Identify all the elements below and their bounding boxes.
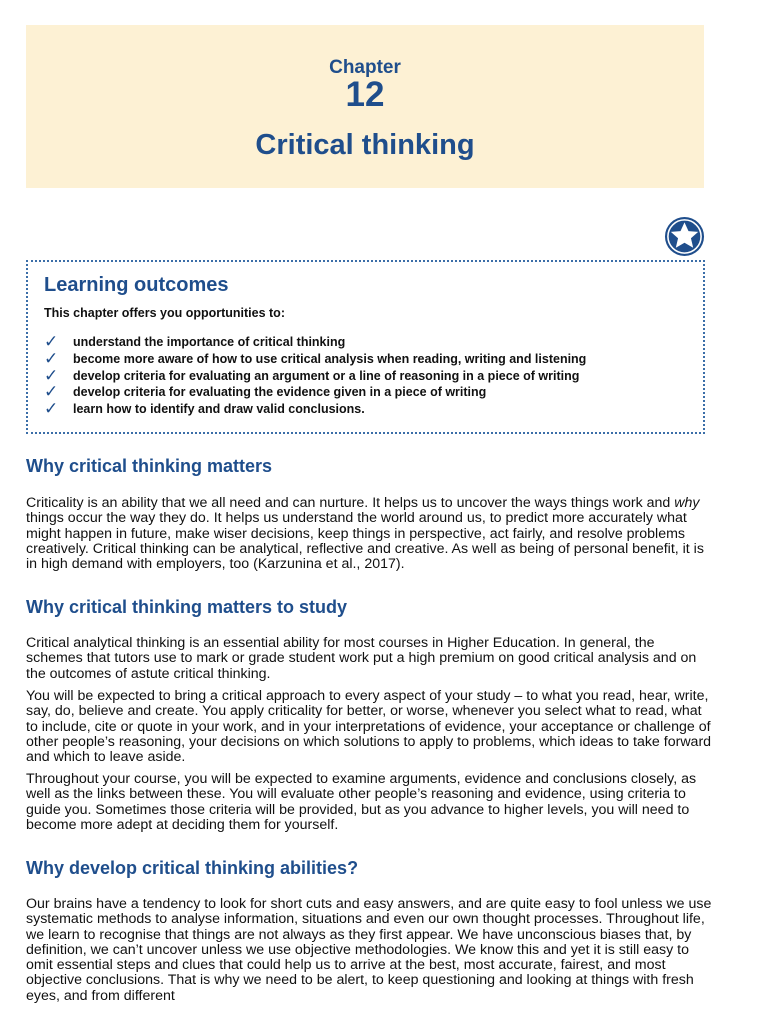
paragraph: Criticality is an ability that we all need and can nurture. It helps us to uncover the ways things work and why things occur the way they do. It helps us understand the world around us, to predict more accurately what might happen in future, make wiser decisions, keep things in perspective, act fairly, and resolve problems creatively. Critical thinking can be analytical, reflective and creative. As well as being of personal benefit, it is in high demand with employers, too (Karzunina et al., 2017).: [26, 495, 704, 573]
list-item: [44, 384, 586, 401]
paragraph: Our brains have a tendency to look for short cuts and easy answers, and are quite easy to fool unless we use systematic methods to analyse information, situations and even our own thought processes. Throughout life, we learn to recognise that things are not always as they first appear. We have unconscious biases that, by definition, we can’t uncover unless we use objective methodologies. We know this and yet it is still easy to omit essential steps and clues that could help us to arrive at the best, most accurate, fairest, and most objective conclusions. That is why we need to be alert, to keep questioning and looking at things with fresh eyes, and from different: [26, 896, 712, 1004]
learning-outcomes-title: Learning outcomes: [44, 274, 229, 296]
checkmark-icon: ✓: [44, 348, 59, 368]
star-icon: [664, 216, 705, 257]
section-heading: Why develop critical thinking abilities?: [26, 858, 359, 878]
learning-outcomes-box: [26, 260, 705, 434]
learning-outcomes-intro: This chapter offers you opportunities to:: [44, 306, 285, 320]
outcome-text: develop criteria for evaluating an argument or a line of reasoning in a piece of writing: [73, 368, 580, 383]
chapter-number: 12: [345, 75, 385, 114]
checkmark-icon: ✓: [44, 332, 59, 351]
paragraph: You will be expected to bring a critical approach to every aspect of your study – to what you read, hear, write, say, do, believe and create. You apply criticality for better, or worse, whenever you select what to read, what to include, cite or quote in your work, and in your interpretations of evidence, your acceptance or challenge of other people’s reasoning, your decisions on which solutions to apply to problems, which ideas to take forward and which to leave aside.: [26, 688, 712, 766]
paragraph: Throughout your course, you will be expected to examine arguments, evidence and conclusions closely, as well as the links between these. You will evaluate other people’s reasoning and evidence, using criteria to guide you. Sometimes those criteria will be provided, but as you advance to higher levels, you will need to become more adept at deciding them for yourself.: [26, 771, 697, 833]
outcome-text: understand the importance of critical thinking: [73, 335, 346, 349]
list-item: [44, 348, 587, 368]
paragraph: Critical analytical thinking is an essential ability for most courses in Higher Education. In general, the schemes that tutors use to mark or grade student work put a high premium on good critical analysis and on the outcomes of astute critical thinking.: [26, 635, 697, 682]
section-heading: Why critical thinking matters to study: [26, 597, 348, 617]
outcome-text: become more aware of how to use critical analysis when reading, writing and listening: [73, 351, 587, 366]
list-item: [44, 365, 586, 385]
chapter-label: Chapter: [329, 57, 401, 78]
chapter-title: Critical thinking: [255, 129, 475, 161]
section-heading: Why critical thinking matters: [26, 456, 273, 476]
emphasis-text: why: [674, 495, 700, 511]
list-item: [44, 334, 586, 351]
outcome-text: develop criteria for evaluating the evidence given in a piece of writing: [73, 385, 487, 400]
checkmark-icon: ✓: [44, 365, 59, 385]
list-item: [44, 401, 586, 418]
learning-outcomes-list: [44, 334, 586, 418]
checkmark-icon: ✓: [44, 399, 59, 419]
outcome-text: learn how to identify and draw valid conclusions.: [73, 402, 365, 417]
chapter-header: [26, 25, 704, 188]
checkmark-icon: ✓: [44, 382, 59, 402]
